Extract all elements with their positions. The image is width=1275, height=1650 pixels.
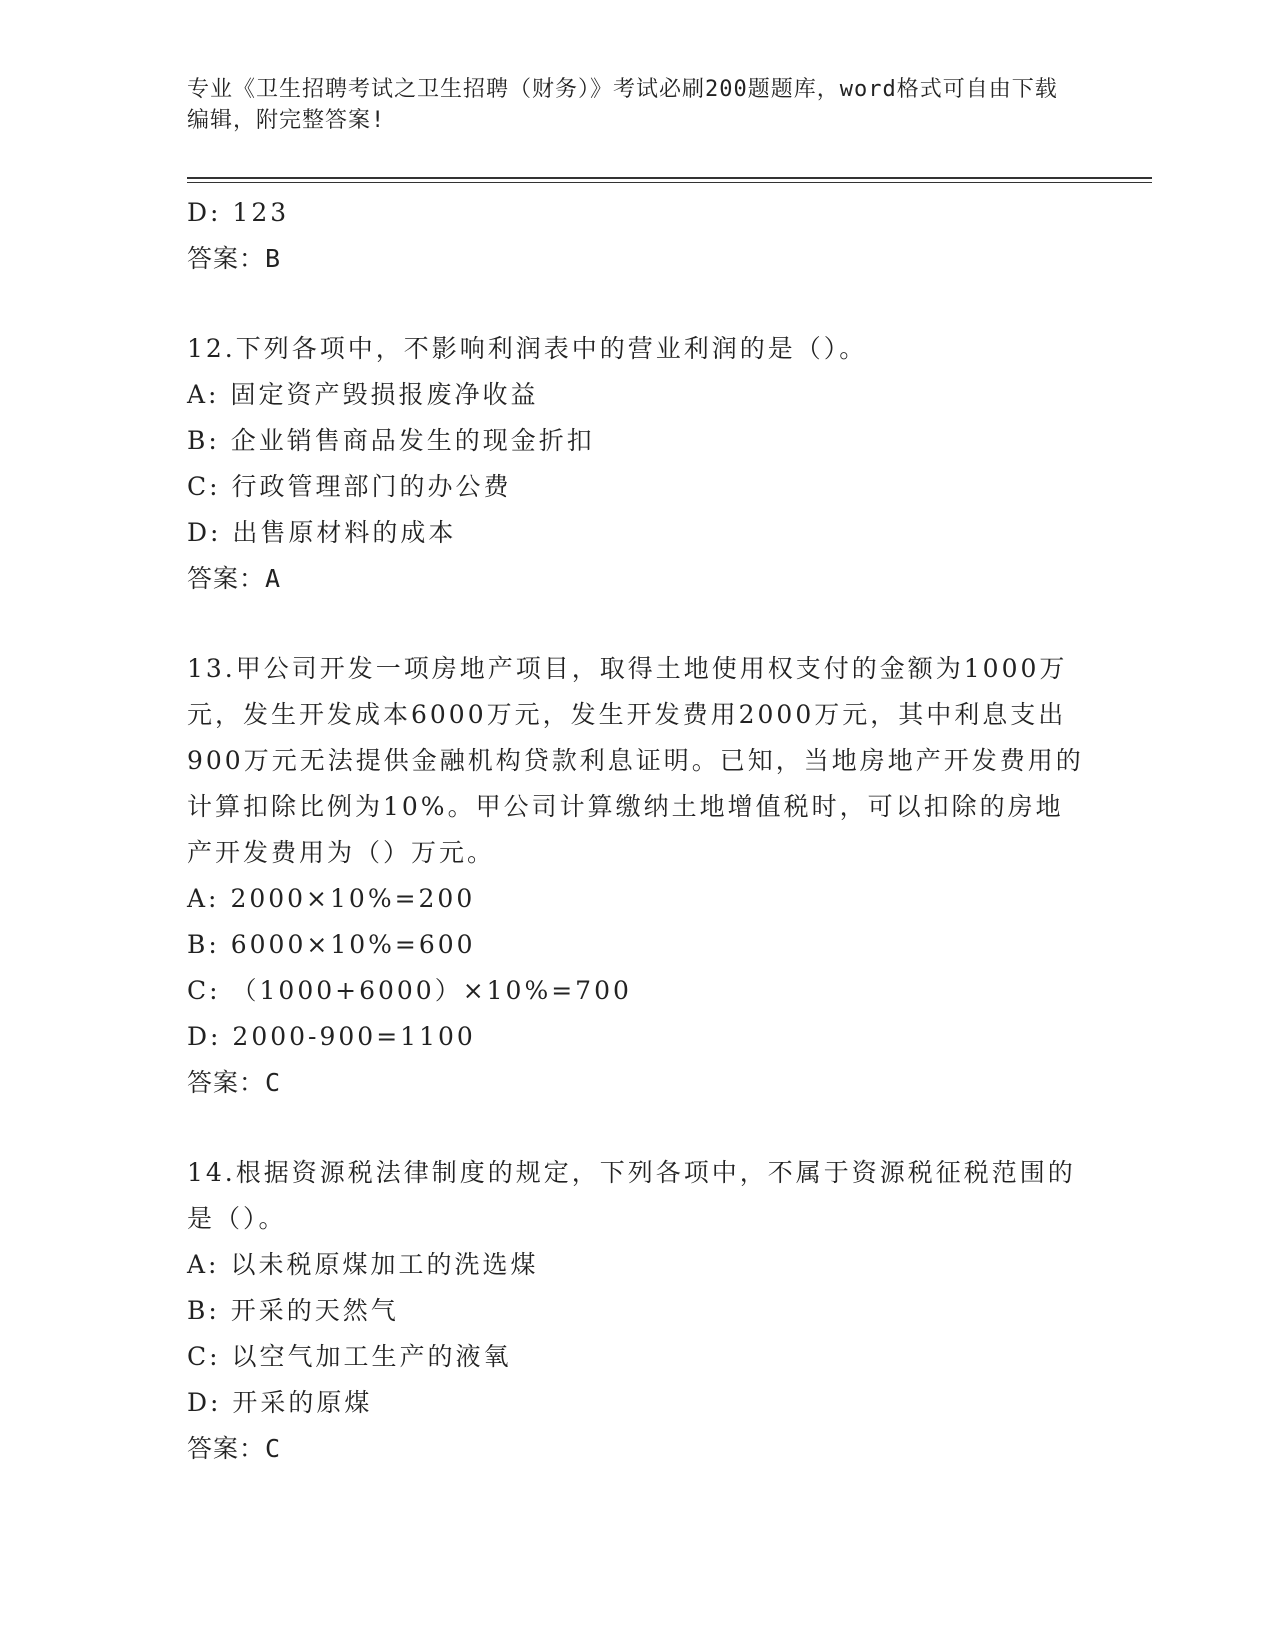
answer-line xyxy=(187,1060,1087,1106)
answer-line xyxy=(187,236,1087,282)
option-d xyxy=(187,510,1087,556)
option-letter: B: xyxy=(187,1296,220,1325)
question-stem: 12.下列各项中，不影响利润表中的营业利润的是（）。 xyxy=(187,334,868,363)
question-stem: 14.根据资源税法律制度的规定，下列各项中，不属于资源税征税范围的是（）。 xyxy=(187,1158,1076,1233)
option-letter: D: xyxy=(187,1022,222,1051)
option-text: （1000+6000）×10%=700 xyxy=(231,976,632,1005)
option-letter: D: xyxy=(187,1388,222,1417)
option-text: 6000×10%=600 xyxy=(230,930,476,959)
option-d xyxy=(187,190,1087,236)
option-letter: A: xyxy=(187,380,220,409)
answer-line xyxy=(187,556,1087,602)
answer-line xyxy=(187,1426,1087,1472)
option-text: 开采的原煤 xyxy=(232,1388,373,1417)
question-list xyxy=(187,190,1087,1472)
answer-value: C xyxy=(265,1434,282,1463)
option-text: 123 xyxy=(232,198,290,227)
option-letter: C: xyxy=(187,976,221,1005)
option-text: 行政管理部门的办公费 xyxy=(231,472,512,501)
header-divider-thin xyxy=(187,182,1152,183)
option-letter: B: xyxy=(187,930,220,959)
option-b xyxy=(187,922,1087,968)
option-letter: D: xyxy=(187,198,222,227)
option-b xyxy=(187,418,1087,464)
option-letter: C: xyxy=(187,472,221,501)
option-text: 固定资产毁损报废净收益 xyxy=(230,380,539,409)
option-a xyxy=(187,1242,1087,1288)
option-text: 出售原材料的成本 xyxy=(232,518,457,547)
option-text: 2000-900=1100 xyxy=(232,1022,476,1051)
option-letter: D: xyxy=(187,518,222,547)
option-text: 以未税原煤加工的洗选煤 xyxy=(230,1250,539,1279)
option-c xyxy=(187,464,1087,510)
option-letter: C: xyxy=(187,1342,221,1371)
option-text: 以空气加工生产的液氧 xyxy=(231,1342,512,1371)
answer-value: B xyxy=(265,244,282,273)
page-header-title: 专业《卫生招聘考试之卫生招聘（财务）》考试必刷200题题库，word格式可自由下载编辑，附完整答案! xyxy=(187,77,1058,133)
header-divider-thick xyxy=(187,177,1152,179)
option-c xyxy=(187,1334,1087,1380)
option-c xyxy=(187,968,1087,1014)
answer-label: 答案： xyxy=(187,1068,266,1097)
option-b xyxy=(187,1288,1087,1334)
answer-label: 答案： xyxy=(187,564,266,593)
option-text: 企业销售商品发生的现金折扣 xyxy=(230,426,595,455)
option-a xyxy=(187,372,1087,418)
answer-value: A xyxy=(265,564,282,593)
option-text: 2000×10%=200 xyxy=(230,884,476,913)
option-letter: A: xyxy=(187,1250,220,1279)
question-stem: 13.甲公司开发一项房地产项目，取得土地使用权支付的金额为1000万元，发生开发成本6000万元，发生开发费用2000万元，其中利息支出900万元无法提供金融机构贷款利息证明。已知，当地房地产开发费用的计算扣除比例为10%。甲公司计算缴纳土地增值税时，可以扣除的房地产开发费用为（）万元。 xyxy=(187,654,1084,867)
option-d xyxy=(187,1380,1087,1426)
answer-value: C xyxy=(265,1068,282,1097)
option-letter: A: xyxy=(187,884,220,913)
answer-label: 答案： xyxy=(187,1434,266,1463)
option-d xyxy=(187,1014,1087,1060)
option-text: 开采的天然气 xyxy=(230,1296,399,1325)
option-a xyxy=(187,876,1087,922)
option-letter: B: xyxy=(187,426,220,455)
answer-label: 答案： xyxy=(187,244,266,273)
